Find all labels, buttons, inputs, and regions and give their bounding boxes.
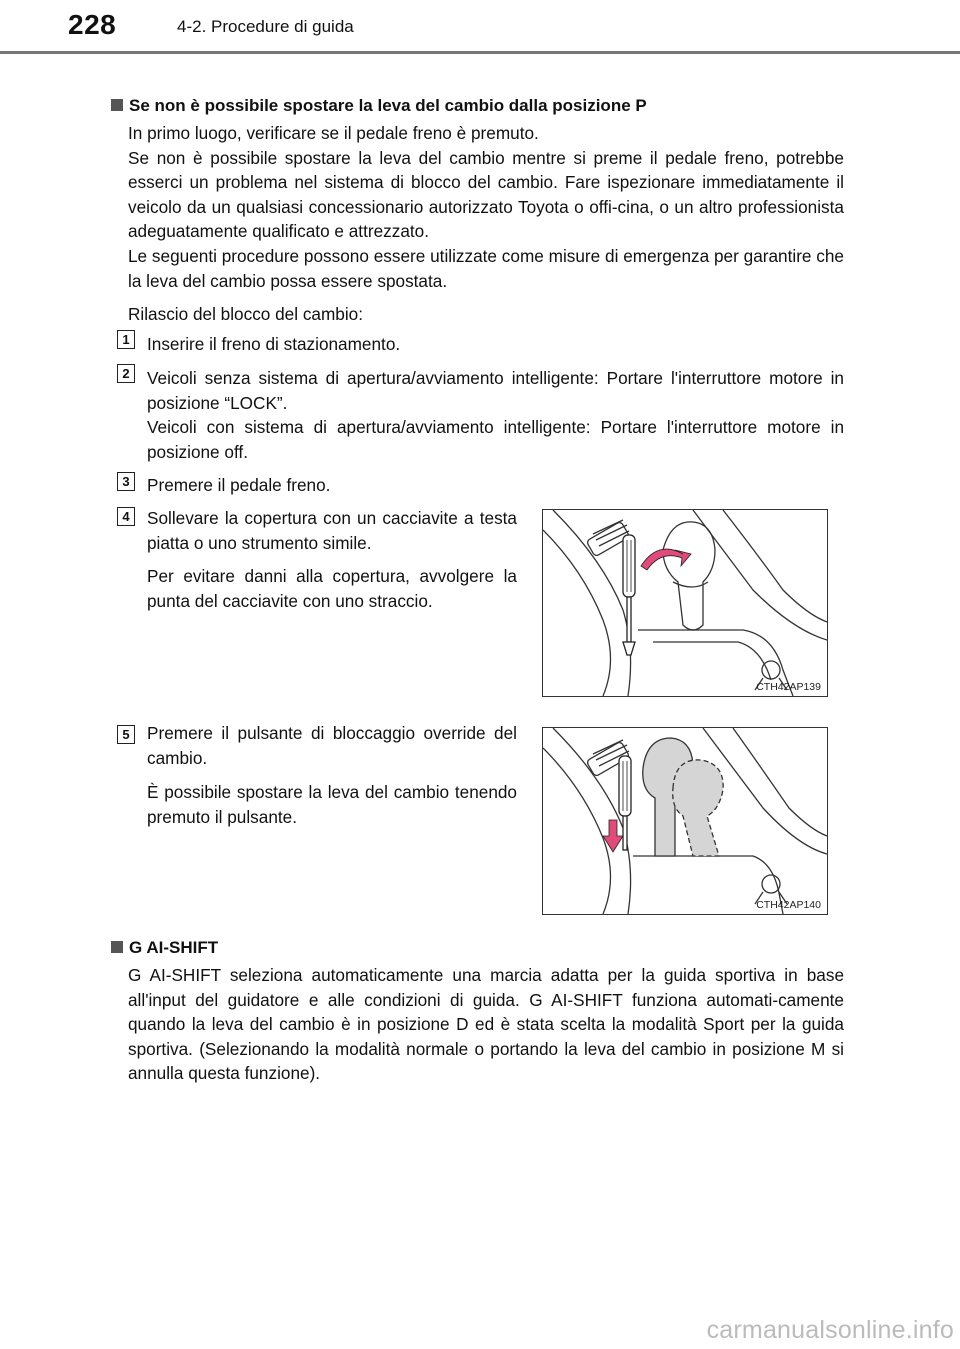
step-4-text — [147, 506, 517, 613]
section-title: 4-2. Procedure di guida — [177, 17, 354, 36]
step-3-text: Premere il pedale freno. — [147, 475, 331, 495]
watermark: carmanualsonline.info — [706, 1316, 954, 1344]
paragraph: G AI-SHIFT seleziona automaticamente una marcia adatta per la guida sportiva in base all'input del guidatore e alle condizioni di guida. G AI-SHIFT funziona automati-camente quando la leva del cambio è in posizione D ed è stata scelta la modalità Sport per la guida sportiva. (Selezionando la modalità normale o portando la leva del cambio in posizione M si annulla questa funzione). — [128, 965, 844, 1084]
paragraph: Veicoli senza sistema di apertura/avviamento intelligente: Portare l'interruttore motore in posizione “LOCK”. — [147, 368, 844, 413]
header-divider — [0, 51, 960, 54]
paragraph: Sollevare la copertura con un cacciavite a testa piatta o uno strumento simile. — [147, 508, 517, 553]
paragraph: È possibile spostare la leva del cambio tenendo premuto il pulsante. — [147, 782, 517, 827]
heading-text: Se non è possibile spostare la leva del cambio dalla posizione P — [129, 96, 647, 115]
shift-console-illustration — [543, 510, 827, 696]
section-heading-g-ai-shift — [111, 938, 218, 958]
heading-bullet-icon — [111, 941, 123, 953]
step-5-text — [147, 721, 517, 829]
step-1-text: Inserire il freno di stazionamento. — [147, 334, 401, 354]
step-number-3: 3 — [117, 472, 135, 491]
paragraph: Premere il pulsante di bloccaggio override del cambio. — [147, 723, 517, 768]
paragraph: In primo luogo, verificare se il pedale freno è premuto. — [128, 123, 539, 143]
paragraph: Per evitare danni alla copertura, avvolgere la punta del cacciavite con uno straccio. — [147, 566, 517, 611]
paragraph: Se non è possibile spostare la leva del cambio mentre si preme il pedale freno, potrebbe esserci un problema nel sistema di blocco del cambio. Fare ispezionare immediatamente il veicolo da un qualsiasi concessionario autorizzato Toyota o offi-cina, o un altro professionista adeguatamente qualificato e attrezzato. — [128, 147, 844, 242]
paragraph: Le seguenti procedure possono essere utilizzate come misure di emergenza per garantire che la leva del cambio possa essere spostata. — [128, 245, 844, 291]
step-number-1: 1 — [117, 330, 135, 349]
paragraph: Rilascio del blocco del cambio: — [128, 304, 364, 325]
step-number-5: 5 — [117, 725, 135, 744]
shift-override-illustration — [543, 728, 827, 914]
step-number-4: 4 — [117, 507, 135, 526]
figure-code: CTH42AP139 — [756, 681, 821, 693]
figure-code: CTH42AP140 — [756, 899, 821, 911]
section1-body — [128, 121, 844, 327]
heading-text: G AI-SHIFT — [129, 938, 219, 957]
step-number-2: 2 — [117, 364, 135, 383]
page-number: 228 — [68, 9, 117, 40]
section-heading-shift-lock — [111, 96, 647, 116]
figure-shift-cover-removal — [542, 509, 828, 697]
figure-shift-override-button — [542, 727, 828, 915]
step-2-text — [147, 366, 844, 464]
paragraph: Veicoli con sistema di apertura/avviamento intelligente: Portare l'interruttore motore in posizione off. — [147, 417, 844, 462]
section2-body — [128, 963, 844, 1086]
heading-bullet-icon — [111, 99, 123, 111]
